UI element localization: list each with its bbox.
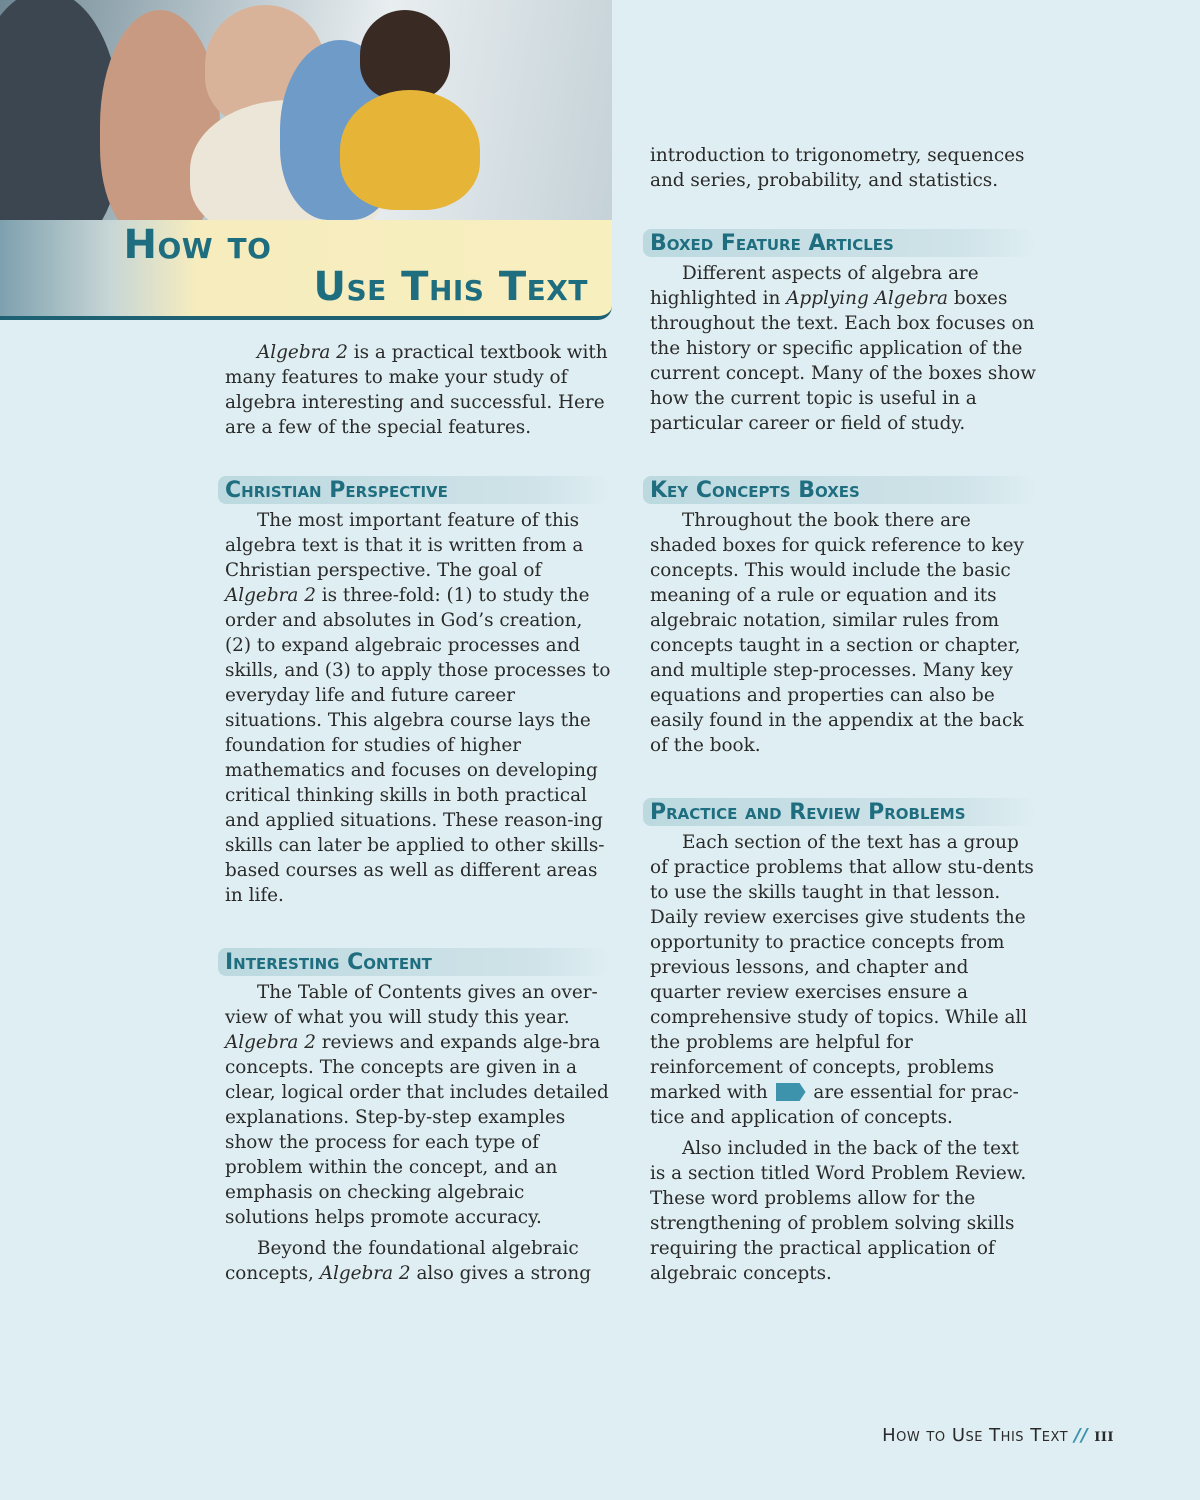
page-title	[123, 222, 588, 310]
practice-paragraph-2: Also included in the back of the text is a section titled Word Problem Review. These word problems allow for the strengthening of problem solving skills requiring the practical application of algebraic concepts.	[650, 1138, 1027, 1284]
section-heading-practice: Practice and Review Problems	[643, 798, 1038, 826]
christian-paragraph: The most important feature of this algebra text is that it is written from a Christian perspective. The goal of Algebra 2 is three-fold: (1) to study the order and absolutes in God’s creation, (2) to expand algebraic processes and skills, and (3) to apply those processes to everyday life and future career situations. This algebra course lays the foundation for studies of higher mathematics and focuses on developing critical thinking skills in both practical and applied situations. These reason-ing skills can later be applied to other skills-based courses as well as different areas in life.	[225, 510, 611, 906]
section-heading-boxed: Boxed Feature Articles	[643, 229, 1038, 257]
essential-marker-icon	[776, 1083, 806, 1101]
interesting-paragraph-2: Beyond the foundational algebraic concepts, Algebra 2 also gives a strong	[225, 1238, 591, 1284]
page-footer	[882, 1425, 1114, 1446]
header-photo	[0, 0, 612, 220]
left-column	[218, 340, 613, 1292]
boxed-paragraph: Different aspects of algebra are highlighted in Applying Algebra boxes throughout the text. Each box focuses on the history or specific application of the current concept. Many of the boxes show how the current topic is useful in a particular career or field of study.	[650, 263, 1036, 434]
key-paragraph: Throughout the book there are shaded boxes for quick reference to key concepts. This would include the basic meaning of a rule or equation and its algebraic notation, similar rules from concepts taught in a section or chapter, and multiple step-processes. Many key equations and properties can also be easily found in the appendix at the back of the book.	[650, 510, 1024, 756]
interesting-paragraph-1: The Table of Contents gives an over-view of what you will study this year. Algebra 2 reviews and expands alge-bra concepts. The concepts are given in a clear, logical order that includes detailed explanations. Step-by-step examples show the process for each type of problem within the concept, and an emphasis on checking algebraic solutions helps promote accuracy.	[225, 982, 609, 1228]
intro-paragraph: Algebra 2 is a practical textbook with many features to make your study of algebra interesting and successful. Here are a few of the special features.	[225, 342, 608, 438]
practice-paragraph-1: Each section of the text has a group of practice problems that allow stu-dents to use the skills taught in that lesson. Daily review exercises give students the opportunity to practice concepts from previous lessons, and chapter and quarter review exercises ensure a comprehensive study of topics. While all the problems are helpful for reinforcement of concepts, problems marked with are essential for prac-tice and application of concepts.	[650, 832, 1034, 1128]
page-title-line1: How to	[123, 222, 272, 268]
page-title-line2: Use This Text	[313, 264, 588, 310]
footer-separator: //	[1074, 1425, 1089, 1446]
right-column	[643, 143, 1038, 1292]
section-heading-key: Key Concepts Boxes	[643, 476, 1038, 504]
page-number: iii	[1094, 1425, 1114, 1446]
footer-label: How to Use This Text	[882, 1425, 1069, 1446]
section-heading-christian: Christian Perspective	[218, 476, 613, 504]
title-band	[0, 220, 612, 320]
section-heading-interesting: Interesting Content	[218, 948, 613, 976]
continued-paragraph: introduction to trigonometry, sequences and series, probability, and statistics.	[650, 145, 1025, 191]
